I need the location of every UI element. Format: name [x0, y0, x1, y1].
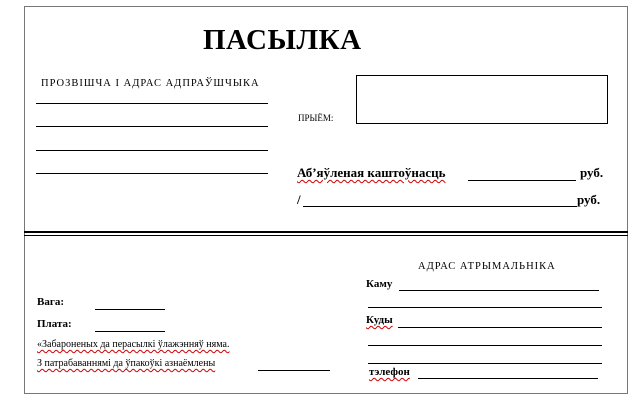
- acknowledged-note: З патрабаваннямі да ўпакоўкі азнаёмлены: [37, 358, 216, 369]
- separator-thick: [24, 231, 628, 233]
- recipient-to-label: Каму: [366, 278, 393, 290]
- form-frame: [24, 6, 628, 394]
- weight-line[interactable]: [95, 309, 165, 310]
- fee-line[interactable]: [95, 331, 165, 332]
- sender-label: ПРОЗВІШЧА І АДРАС АДПРАЎШЧЫКА: [41, 78, 260, 89]
- reception-label: ПРЫЁМ:: [298, 113, 334, 123]
- sender-line-4[interactable]: [36, 173, 268, 174]
- recipient-label: АДРАС АТРЫМАЛЬНІКА: [418, 261, 556, 272]
- declared-value-label: Аб’яўленая каштоўнасць: [297, 165, 446, 180]
- recipient-to-line[interactable]: [399, 290, 599, 291]
- sender-line-2[interactable]: [36, 126, 268, 127]
- reception-box[interactable]: [356, 75, 608, 124]
- acknowledged-signature-line[interactable]: [258, 370, 330, 371]
- sender-line-1[interactable]: [36, 103, 268, 104]
- declared-value-words-line[interactable]: [303, 206, 577, 207]
- recipient-where-line-3[interactable]: [368, 363, 602, 364]
- weight-label: Вага:: [37, 296, 64, 308]
- recipient-where-line-2[interactable]: [368, 345, 602, 346]
- separator-thin: [24, 235, 628, 236]
- form-title: ПАСЫЛКА: [203, 24, 362, 56]
- recipient-phone-label: тэлефон: [369, 366, 410, 378]
- sender-line-3[interactable]: [36, 150, 268, 151]
- recipient-phone-line[interactable]: [418, 378, 598, 379]
- recipient-where-line-1[interactable]: [398, 327, 602, 328]
- declared-value-slash: /: [297, 192, 301, 207]
- declared-value-currency-2: руб.: [577, 192, 601, 207]
- declared-value-line[interactable]: [468, 180, 576, 181]
- declared-value-currency: руб.: [580, 165, 604, 180]
- prohibited-note: «Забароненых да перасылкі ўлажэнняў няма.: [37, 339, 230, 350]
- recipient-where-label: Куды: [366, 314, 393, 326]
- fee-label: Плата:: [37, 318, 72, 330]
- recipient-to-line-2[interactable]: [368, 307, 602, 308]
